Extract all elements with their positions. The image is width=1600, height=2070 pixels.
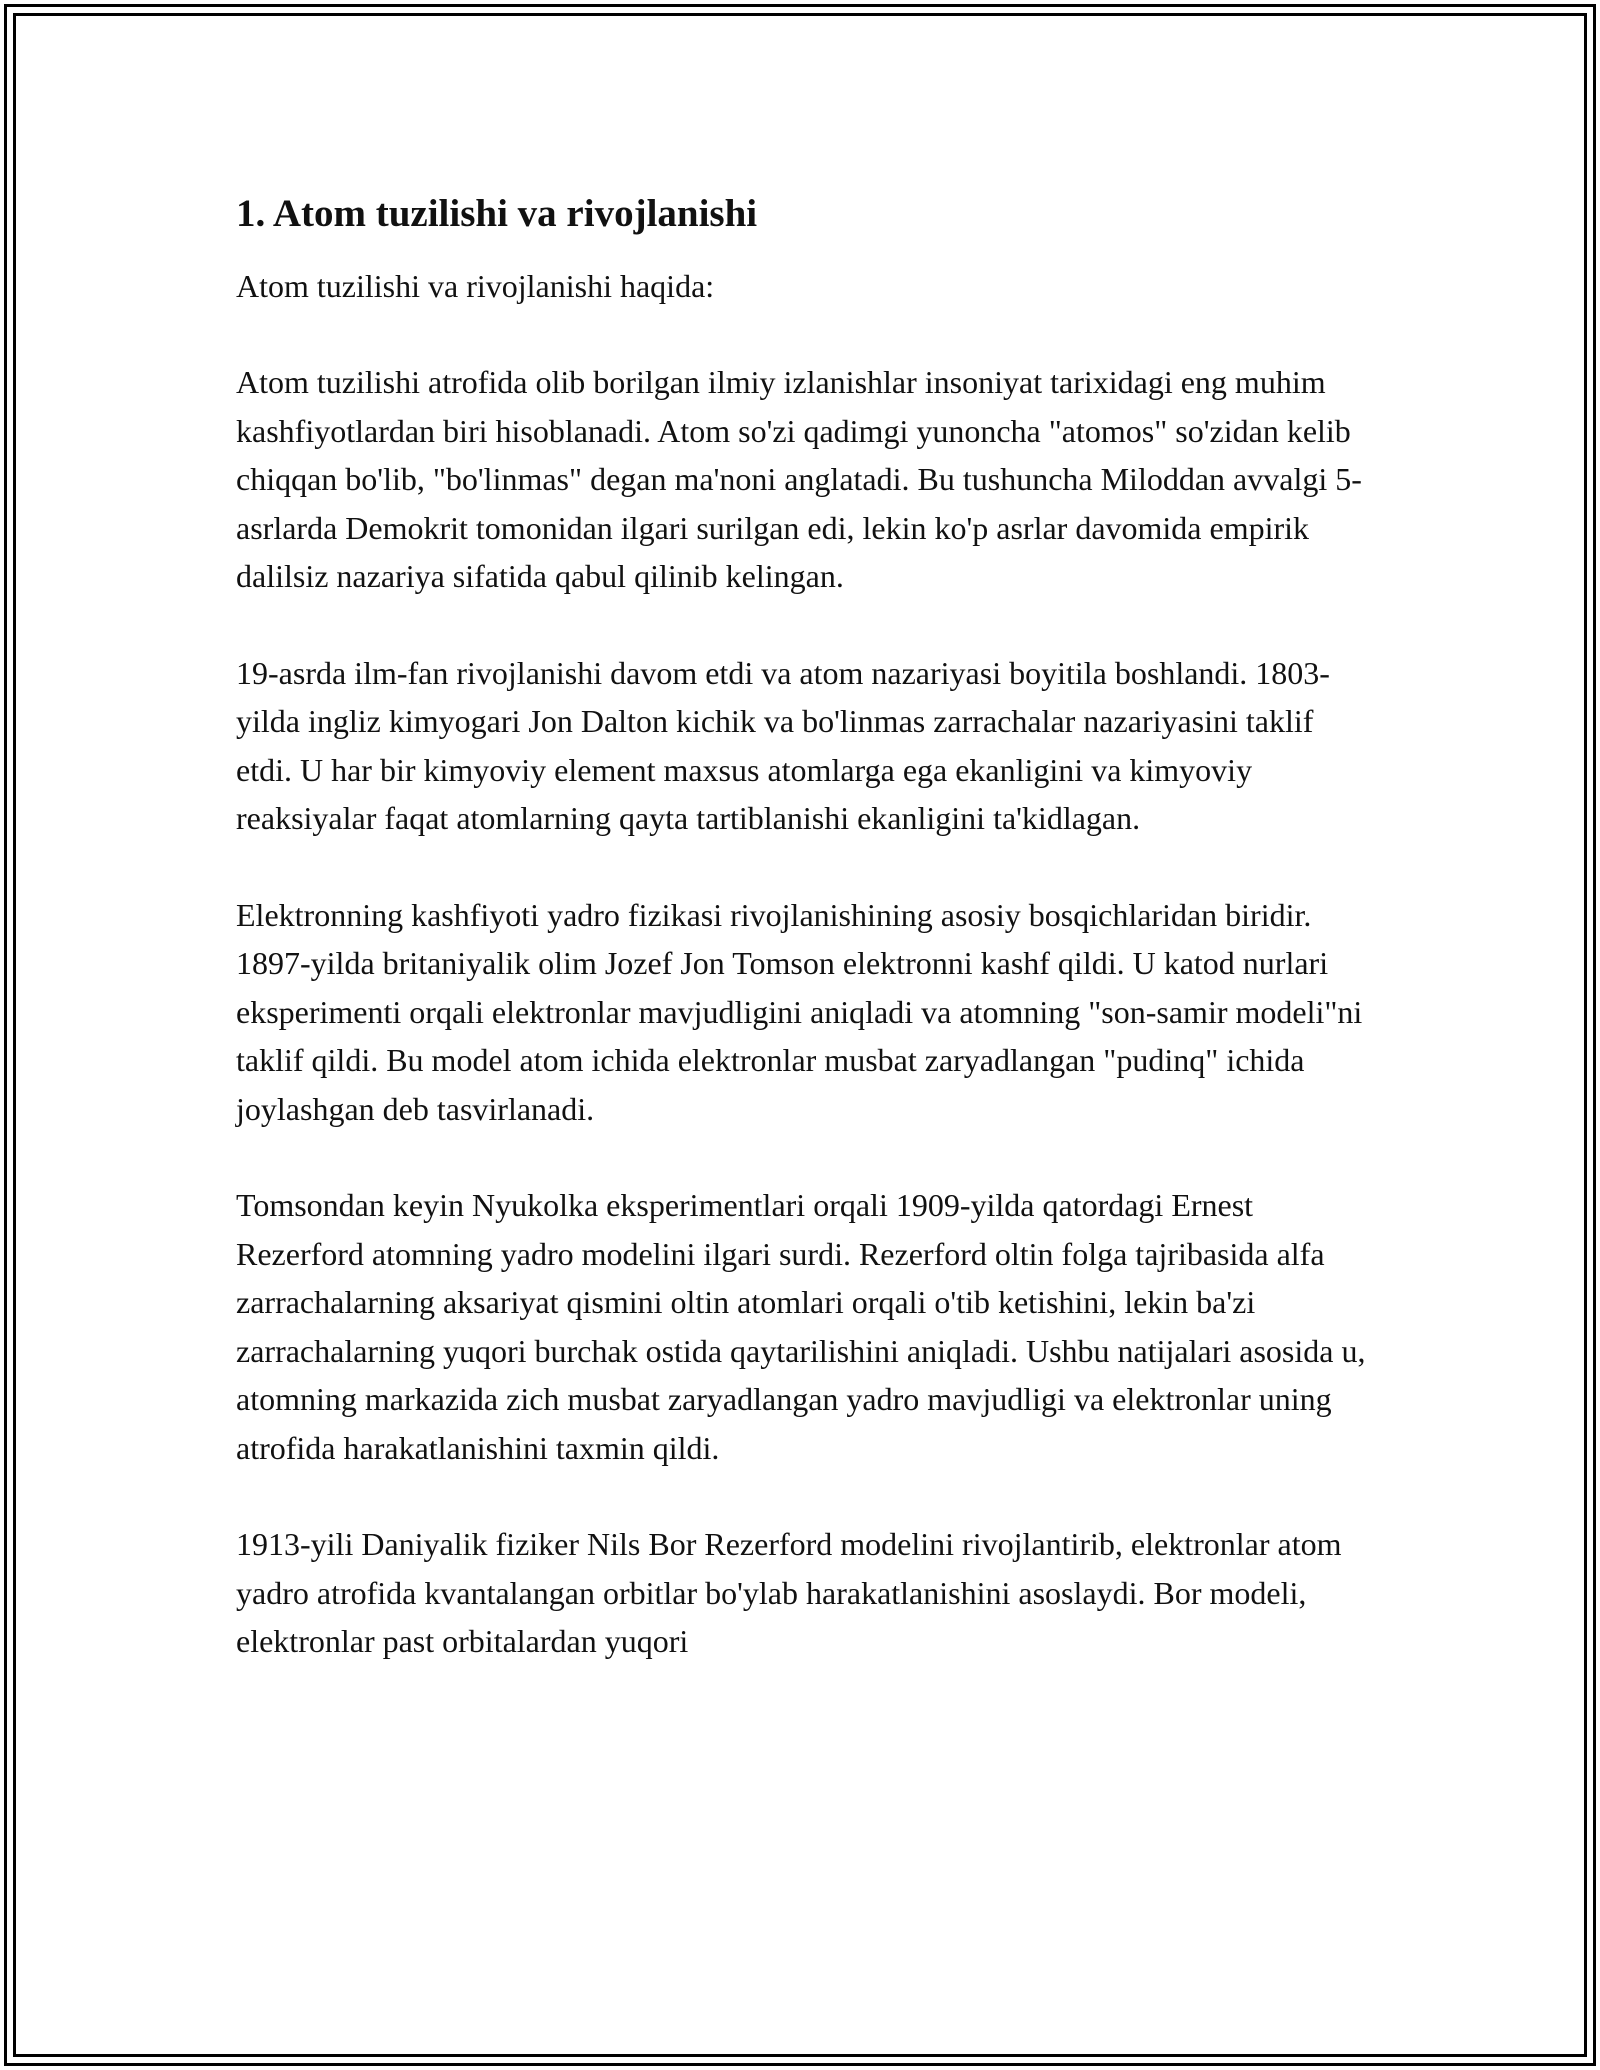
intro-text: Atom tuzilishi va rivojlanishi haqida: [236,268,715,304]
paragraph-1: Atom tuzilishi atrofida olib borilgan ilmiy izlanishlar insoniyat tarixidagi eng muhim kashfiyotlardan biri hisoblanadi. Atom so'zi qadimgi yunoncha "atomos" so'zidan kelib chiqqan bo'lib, "bo'linmas" degan ma'noni anglatadi. Bu tushuncha Miloddan avvalgi 5-asrlarda Demokrit tomonidan ilgari surilgan edi, lekin ko'p asrlar davomida empirik dalilsiz nazariya sifatida qabul qilinib kelingan. [236,364,1362,594]
paragraph-5: 1913-yili Daniyalik fiziker Nils Bor Rezerford modelini rivojlantirib, elektronlar atom yadro atrofida kvantalangan orbitlar bo'ylab harakatlanishini asoslaydi. Bor modeli, elektronlar past orbitalardan yuqori [236,1526,1342,1659]
paragraph-4: Tomsondan keyin Nyukolka eksperimentlari orqali 1909-yilda qatordagi Ernest Rezerford atomning yadro modelini ilgari surdi. Rezerford oltin folga tajribasida alfa zarrachalarning aksariyat qismini oltin atomlari orqali o'tib ketishini, lekin ba'zi zarrachalarning yuqori burchak ostida qaytarilishini aniqladi. Ushbu natijalari asosida u, atomning markazida zich musbat zaryadlangan yadro mavjudligi va elektronlar uning atrofida harakatlanishini taxmin qildi. [236,1187,1366,1466]
paragraph-3: Elektronning kashfiyoti yadro fizikasi rivojlanishining asosiy bosqichlaridan biridir. 1897-yilda britaniyalik olim Jozef Jon Tomson elektronni kashf qildi. U katod nurlari eksperimenti orqali elektronlar mavjudligini aniqladi va atomning "son-samir modeli"ni taklif qildi. Bu model atom ichida elektronlar musbat zaryadlangan "pudinq" ichida joylashgan deb tasvirlanadi. [236,896,1363,1127]
paragraph-2: 19-asrda ilm-fan rivojlanishi davom etdi va atom nazariyasi boyitila boshlandi. 1803-yilda ingliz kimyogari Jon Dalton kichik va bo'linmas zarrachalar nazariyasini taklif etdi. U har bir kimyoviy element maxsus atomlarga ega ekanligini va kimyoviy reaksiyalar faqat atomlarning qayta tartiblanishi ekanligini ta'kidlagan. [236,654,1330,836]
document-body [236,186,1376,1714]
section-heading: 1. Atom tuzilishi va rivojlanishi [236,192,758,235]
